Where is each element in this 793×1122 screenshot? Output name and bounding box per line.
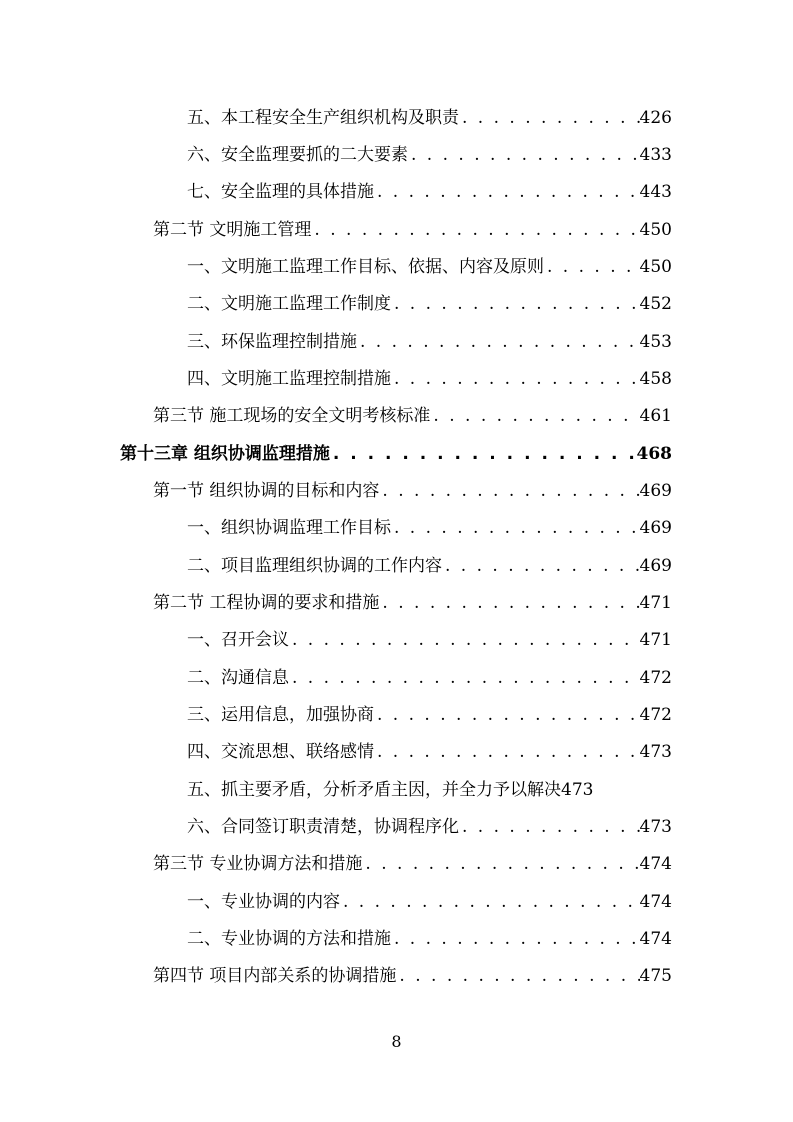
dot-leader (374, 174, 640, 211)
toc-entry-title: 第二节 工程协调的要求和措施 (153, 593, 380, 613)
dot-leader (391, 361, 640, 398)
toc-entry-title: 第三节 专业协调方法和措施 (153, 854, 363, 874)
toc-entry[interactable] (153, 585, 672, 622)
dot-leader (311, 212, 639, 249)
toc-entry-title: 六、合同签订职责清楚，协调程序化 (187, 817, 459, 837)
toc-entry-page: 472 (639, 668, 672, 688)
toc-entry[interactable] (187, 734, 672, 771)
dot-leader (391, 921, 640, 958)
toc-entry[interactable] (187, 361, 672, 398)
toc-entry-page: 450 (639, 257, 672, 277)
toc-entry[interactable] (153, 958, 672, 995)
toc-entry-title: 四、交流思想、联络感情 (187, 742, 374, 762)
toc-entry-page: 433 (639, 145, 672, 165)
page-number: 8 (391, 1032, 402, 1051)
dot-leader (330, 436, 637, 473)
toc-chapter-entry[interactable] (120, 436, 672, 473)
dot-leader (289, 660, 640, 697)
toc-entry[interactable] (153, 212, 672, 249)
toc-entry-title: 一、专业协调的内容 (187, 892, 340, 912)
toc-entry-page: 426 (639, 108, 672, 128)
toc-entry[interactable] (187, 324, 672, 361)
toc-entry-page: 474 (639, 929, 672, 949)
toc-entry-title: 第三节 施工现场的安全文明考核标准 (153, 406, 431, 426)
toc-entry[interactable] (187, 884, 672, 921)
toc-entry-title: 三、运用信息，加强协商 (187, 705, 374, 725)
toc-entry-page: 450 (639, 220, 672, 240)
toc-entry[interactable] (187, 697, 672, 734)
dot-leader (430, 398, 639, 435)
toc-entry-page: 475 (639, 966, 672, 986)
dot-leader (459, 809, 640, 846)
toc-entry-page: 474 (639, 854, 672, 874)
dot-leader (379, 473, 639, 510)
toc-entry-title: 一、文明施工监理工作目标、依据、内容及原则 (187, 257, 544, 277)
dot-leader (544, 249, 640, 286)
toc-entry-page: 461 (639, 406, 672, 426)
dot-leader (357, 324, 640, 361)
toc-entry[interactable] (187, 510, 672, 547)
toc-entry-title: 第一节 组织协调的目标和内容 (153, 481, 380, 501)
toc-entry[interactable] (153, 846, 672, 883)
toc-entry-page: 452 (639, 294, 672, 314)
toc-entry-title: 二、文明施工监理工作制度 (187, 294, 391, 314)
toc-entry[interactable] (187, 809, 672, 846)
toc-entry-page: 453 (639, 332, 672, 352)
toc-entry-title: 三、环保监理控制措施 (187, 332, 357, 352)
dot-leader (391, 510, 640, 547)
toc-entry-title: 二、沟通信息 (187, 668, 289, 688)
dot-leader (442, 548, 640, 585)
toc-entry[interactable] (187, 772, 687, 809)
toc-entry-page: 471 (639, 593, 672, 613)
toc-entry-page: 458 (639, 369, 672, 389)
toc-entry-title: 二、专业协调的方法和措施 (187, 929, 391, 949)
toc-entry-title: 第四节 项目内部关系的协调措施 (153, 966, 397, 986)
toc-entry-page: 468 (636, 444, 672, 464)
toc-entry[interactable] (187, 921, 672, 958)
toc-entry[interactable] (187, 100, 672, 137)
dot-leader (379, 585, 639, 622)
toc-entry[interactable] (187, 174, 672, 211)
dot-leader (362, 846, 639, 883)
toc-entry-title: 六、安全监理要抓的二大要素 (187, 145, 408, 165)
dot-leader (340, 884, 640, 921)
toc-entry[interactable] (153, 398, 672, 435)
toc-entry[interactable] (187, 286, 672, 323)
toc-entry[interactable] (187, 622, 672, 659)
dot-leader (391, 286, 640, 323)
toc-entry-page: 473 (561, 780, 594, 800)
toc-entry-title: 五、本工程安全生产组织机构及职责 (187, 108, 459, 128)
dot-leader (289, 622, 640, 659)
toc-entry-title: 四、文明施工监理控制措施 (187, 369, 391, 389)
toc-entry[interactable] (187, 137, 672, 174)
toc-entry-page: 473 (639, 817, 672, 837)
toc-entry[interactable] (187, 548, 672, 585)
toc-entry-title: 第十三章 组织协调监理措施 (120, 444, 330, 464)
toc-entry-page: 472 (639, 705, 672, 725)
toc-entry-page: 469 (639, 556, 672, 576)
toc-entry-title: 二、项目监理组织协调的工作内容 (187, 556, 442, 576)
dot-leader (396, 958, 639, 995)
dot-leader (374, 697, 640, 734)
toc-entry-page: 471 (639, 630, 672, 650)
dot-leader (408, 137, 640, 174)
dot-leader (374, 734, 640, 771)
toc-entry[interactable] (153, 473, 672, 510)
toc-entry-page: 469 (639, 481, 672, 501)
dot-leader (459, 100, 640, 137)
toc-entry-page: 469 (639, 518, 672, 538)
toc-entry-page: 473 (639, 742, 672, 762)
toc-entry-title: 七、安全监理的具体措施 (187, 182, 374, 202)
toc-entry[interactable] (187, 660, 672, 697)
toc-entry[interactable] (187, 249, 672, 286)
toc-entry-page: 443 (639, 182, 672, 202)
toc-entry-page: 474 (639, 892, 672, 912)
toc-entry-title: 第二节 文明施工管理 (153, 220, 312, 240)
toc-entry-title: 一、召开会议 (187, 630, 289, 650)
toc-entry-title: 五、抓主要矛盾，分析矛盾主因，并全力予以解决 (187, 780, 561, 800)
toc-entry-title: 一、组织协调监理工作目标 (187, 518, 391, 538)
